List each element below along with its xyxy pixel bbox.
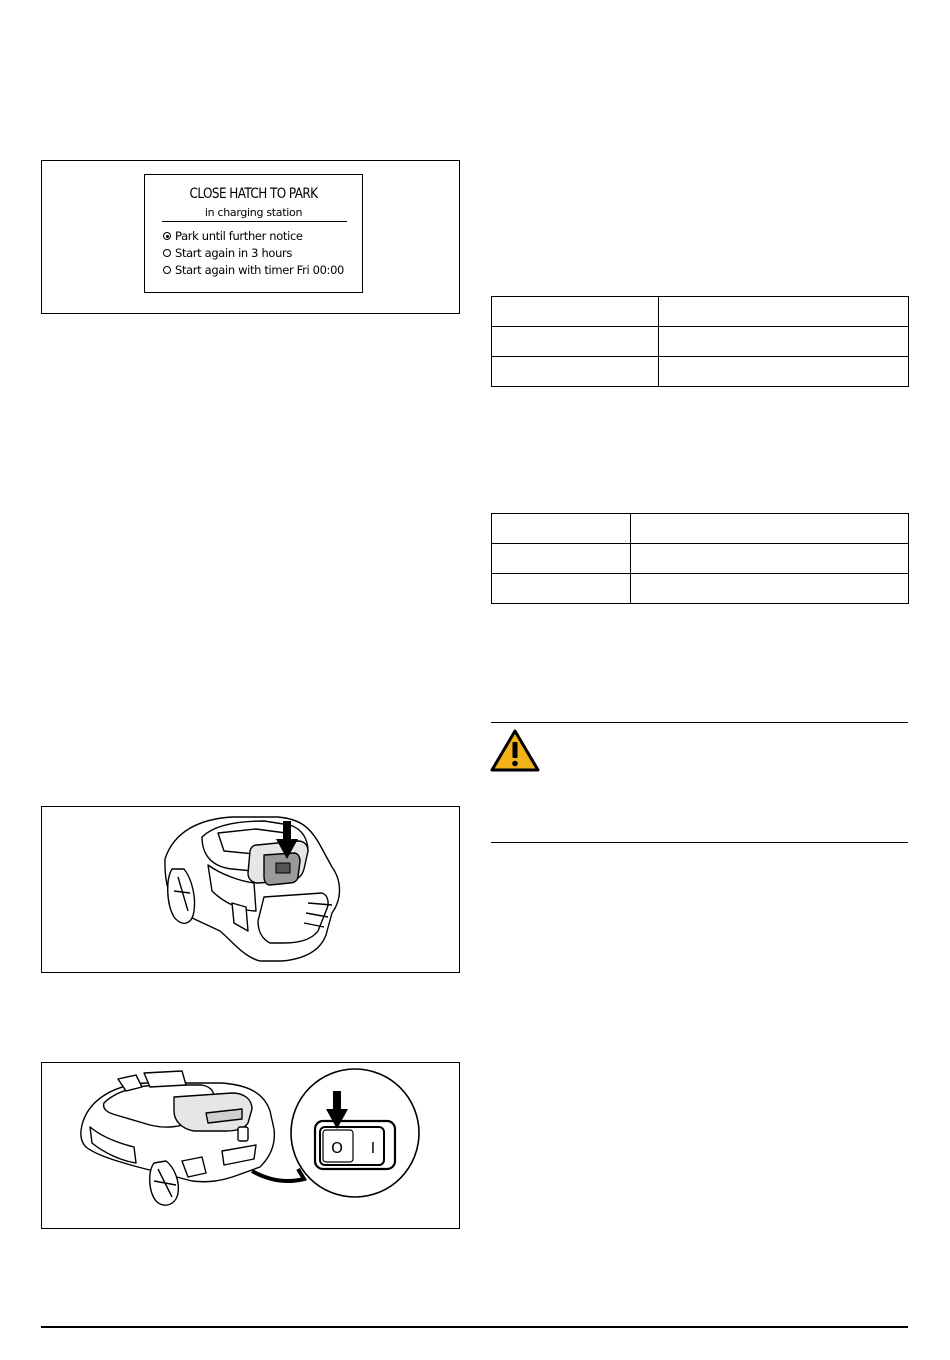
table-row [492, 574, 909, 604]
warning-icon [490, 729, 540, 772]
table-row [492, 357, 909, 387]
spec-table-1 [491, 296, 909, 387]
display-screen [144, 174, 363, 293]
warning-bottom-rule [491, 842, 908, 843]
table-row [492, 514, 909, 544]
table-cell [492, 514, 631, 544]
table-cell [492, 544, 631, 574]
display-option-label: Start again with timer Fri 00:00 [175, 263, 344, 277]
mower-switch-illustration [42, 1063, 459, 1228]
table-cell [492, 327, 659, 357]
warning-top-rule [491, 722, 908, 723]
display-option-3-hours [163, 246, 292, 260]
footer-rule [41, 1326, 908, 1328]
radio-icon [163, 249, 171, 257]
display-subtitle: in charging station [204, 206, 303, 219]
spec-table-2 [491, 513, 909, 604]
connector-curve [252, 1169, 304, 1181]
table-cell [659, 297, 909, 327]
display-divider [162, 221, 347, 222]
table-row [492, 327, 909, 357]
display-option-label: Park until further notice [175, 229, 303, 243]
radio-icon [163, 266, 171, 274]
switch-on-label: I [370, 1139, 376, 1157]
radio-selected-icon [163, 232, 171, 240]
table-cell [492, 297, 659, 327]
table-cell [659, 327, 909, 357]
table-cell [492, 574, 631, 604]
table-row [492, 544, 909, 574]
main-switch-figure [41, 1062, 460, 1229]
table-cell [631, 574, 909, 604]
main-switch-icon [291, 1069, 419, 1197]
table-cell [631, 544, 909, 574]
table-cell [492, 357, 659, 387]
table-cell [631, 514, 909, 544]
display-title: CLOSE HATCH TO PARK [189, 186, 318, 202]
display-option-park [163, 229, 303, 243]
mower-stop-illustration [42, 807, 459, 972]
table-row [492, 297, 909, 327]
table-cell [659, 357, 909, 387]
switch-off-label: O [331, 1139, 343, 1157]
display-option-timer [163, 263, 344, 277]
stop-button-figure [41, 806, 460, 973]
display-option-label: Start again in 3 hours [175, 246, 293, 260]
display-figure [41, 160, 460, 314]
